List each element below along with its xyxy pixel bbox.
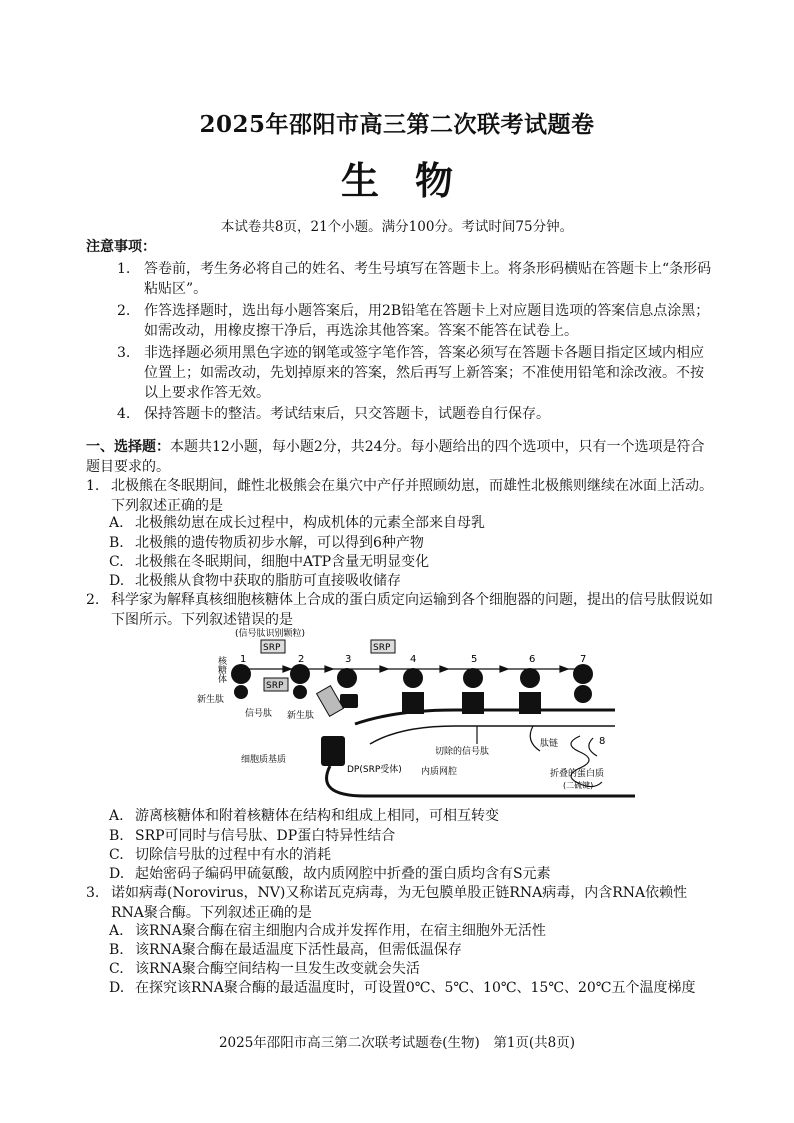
- section-heading: [86, 437, 714, 477]
- notice-text: 保持答题卡的整洁。考试结束后，只交答题卡，试题卷自行保存。: [144, 406, 550, 422]
- notice-text: 非选择题必须用黑色字迹的钢笔或签字笔作答，答案必须写在答题卡各题目指定区域内相应位置上；如需改动，先划掉原来的答案，然后再写上新答案；不准使用铅笔和涂改液。不按以上要求作答无效。: [144, 345, 704, 401]
- fig-srp-1: SRP: [263, 643, 281, 653]
- notice-num: 4.: [117, 406, 131, 422]
- option-text: 北极熊从食物中获取的脂肪可直接吸收储存: [135, 573, 401, 589]
- fig-step-6: 6: [529, 654, 536, 665]
- option-label: D.: [109, 573, 125, 589]
- option-1b: [109, 533, 714, 553]
- option-3c: [109, 959, 714, 979]
- option-2d: [109, 864, 714, 884]
- fig-peptide-chain: 肽链: [540, 739, 559, 749]
- fig-nascent-peptide-2: 新生肽: [287, 711, 315, 721]
- option-label: C.: [109, 847, 124, 863]
- option-text: 切除信号肽的过程中有水的消耗: [135, 847, 331, 863]
- fig-step-5: 5: [471, 654, 478, 665]
- question-stem: 科学家为解释真核细胞核糖体上合成的蛋白质定向运输到各个细胞器的问题，提出的信号肽假说如下图所示。下列叙述错误的是: [111, 592, 713, 628]
- option-text: 该RNA聚合酶在宿主细胞内合成并发挥作用，在宿主细胞外无活性: [135, 923, 546, 939]
- option-text: 北极熊幼崽在成长过程中，构成机体的元素全部来自母乳: [135, 515, 485, 531]
- fig-step-2: 2: [298, 654, 305, 665]
- question-number: 3.: [86, 885, 100, 901]
- fig-step-3: 3: [345, 654, 352, 665]
- fig-step-1: 1: [240, 654, 247, 665]
- question-2: [86, 590, 714, 630]
- option-3a: [109, 921, 714, 941]
- option-label: C.: [109, 554, 124, 570]
- fig-nascent-peptide: 新生肽: [197, 695, 225, 705]
- fig-step-8: 8: [599, 736, 606, 747]
- option-label: A.: [109, 923, 124, 939]
- fig-srp-note: (信号肽识别颗粒): [235, 629, 306, 639]
- option-1a: [109, 513, 714, 533]
- notice-text: 答卷前，考生务必将自己的姓名、考生号填写在答题卡上。将条形码横贴在答题卡上“条形码粘贴区”。: [144, 261, 712, 297]
- option-label: B.: [109, 942, 124, 958]
- notice-item-1: [117, 259, 713, 299]
- fig-cytoplasm-matrix: 细胞质基质: [241, 755, 287, 765]
- section-text: 本题共12小题，每小题2分，共24分。每小题给出的四个选项中，只有一个选项是符合题目要求的。: [86, 439, 705, 475]
- question-stem: 北极熊在冬眠期间，雌性北极熊会在巢穴中产仔并照顾幼崽，而雄性北极熊则继续在冰面上活动。下列叙述正确的是: [111, 478, 713, 514]
- signal-peptide-figure: [195, 626, 640, 801]
- notice-num: 3.: [117, 345, 131, 361]
- fig-srp-3: SRP: [373, 643, 391, 653]
- option-3b: [109, 940, 714, 960]
- notice-item-3: [117, 343, 713, 403]
- notice-num: 1.: [117, 261, 131, 277]
- option-text: 北极熊在冬眠期间，细胞中ATP含量无明显变化: [135, 554, 430, 570]
- section-label: 一、选择题：: [86, 439, 170, 455]
- exam-title: 2025年邵阳市高三第二次联考试题卷: [199, 111, 595, 138]
- question-1: [86, 476, 714, 516]
- option-3d: [109, 978, 714, 998]
- fig-srp-2: SRP: [266, 681, 284, 691]
- option-label: B.: [109, 828, 124, 844]
- option-label: A.: [109, 515, 124, 531]
- fig-ribosome-label: 核糖体: [216, 656, 226, 683]
- subject-title: 生物: [340, 158, 489, 203]
- option-text: 北极熊的遗传物质初步水解，可以得到6种产物: [135, 535, 424, 551]
- fig-signal-peptide: 信号肽: [245, 709, 273, 719]
- notice-item-4: [117, 404, 713, 424]
- option-label: B.: [109, 535, 124, 551]
- page-footer: 2025年邵阳市高三第二次联考试题卷(生物) 第1页(共8页): [218, 1035, 576, 1051]
- question-3: [86, 883, 714, 923]
- fig-step-4: 4: [410, 654, 417, 665]
- option-2c: [109, 845, 714, 865]
- notice-item-2: [117, 301, 713, 341]
- option-text: 起始密码子编码甲硫氨酸，故内质网腔中折叠的蛋白质均含有S元素: [135, 866, 551, 882]
- option-1c: [109, 552, 714, 572]
- option-text: 游离核糖体和附着核糖体在结构和组成上相同，可相互转变: [135, 808, 499, 824]
- option-label: C.: [109, 961, 124, 977]
- fig-disulfide-note: (二硫键): [563, 781, 594, 790]
- option-text: SRP可同时与信号肽、DP蛋白特异性结合: [135, 828, 396, 844]
- option-text: 该RNA聚合酶在最适温度下活性最高，但需低温保存: [135, 942, 462, 958]
- fig-cleaved-signal: 切除的信号肽: [435, 747, 490, 757]
- question-stem: 诺如病毒(Norovirus，NV)又称诺瓦克病毒，为无包膜单股正链RNA病毒，内含RNA依赖性RNA聚合酶。下列叙述正确的是: [111, 885, 688, 921]
- option-1d: [109, 571, 714, 591]
- notice-num: 2.: [117, 303, 131, 319]
- srp-box-4: [317, 686, 344, 717]
- option-2b: [109, 826, 714, 846]
- exam-info: 本试卷共8页，21个小题。满分100分。考试时间75分钟。: [220, 219, 574, 235]
- fig-dp-receptor: DP(SRP受体): [347, 765, 402, 775]
- option-text: 在探究该RNA聚合酶的最适温度时，可设置0℃、5℃、10℃、15℃、20℃五个温度梯度: [135, 980, 696, 996]
- notice-heading: 注意事项：: [86, 239, 156, 255]
- option-2a: [109, 806, 714, 826]
- question-number: 2.: [86, 592, 100, 608]
- notice-text: 作答选择题时，选出每小题答案后，用2B铅笔在答题卡上对应题目选项的答案信息点涂黑；如需改动，用橡皮擦干净后，再选涂其他答案。答案不能答在试卷上。: [144, 303, 710, 339]
- question-number: 1.: [86, 478, 100, 494]
- option-label: A.: [109, 808, 124, 824]
- fig-step-7: 7: [580, 654, 587, 665]
- option-label: D.: [109, 866, 125, 882]
- option-label: D.: [109, 980, 125, 996]
- fig-folded-protein: 折叠的蛋白质: [550, 769, 605, 779]
- option-text: 该RNA聚合酶空间结构一旦发生改变就会失活: [135, 961, 420, 977]
- fig-er-lumen: 内质网腔: [421, 767, 458, 777]
